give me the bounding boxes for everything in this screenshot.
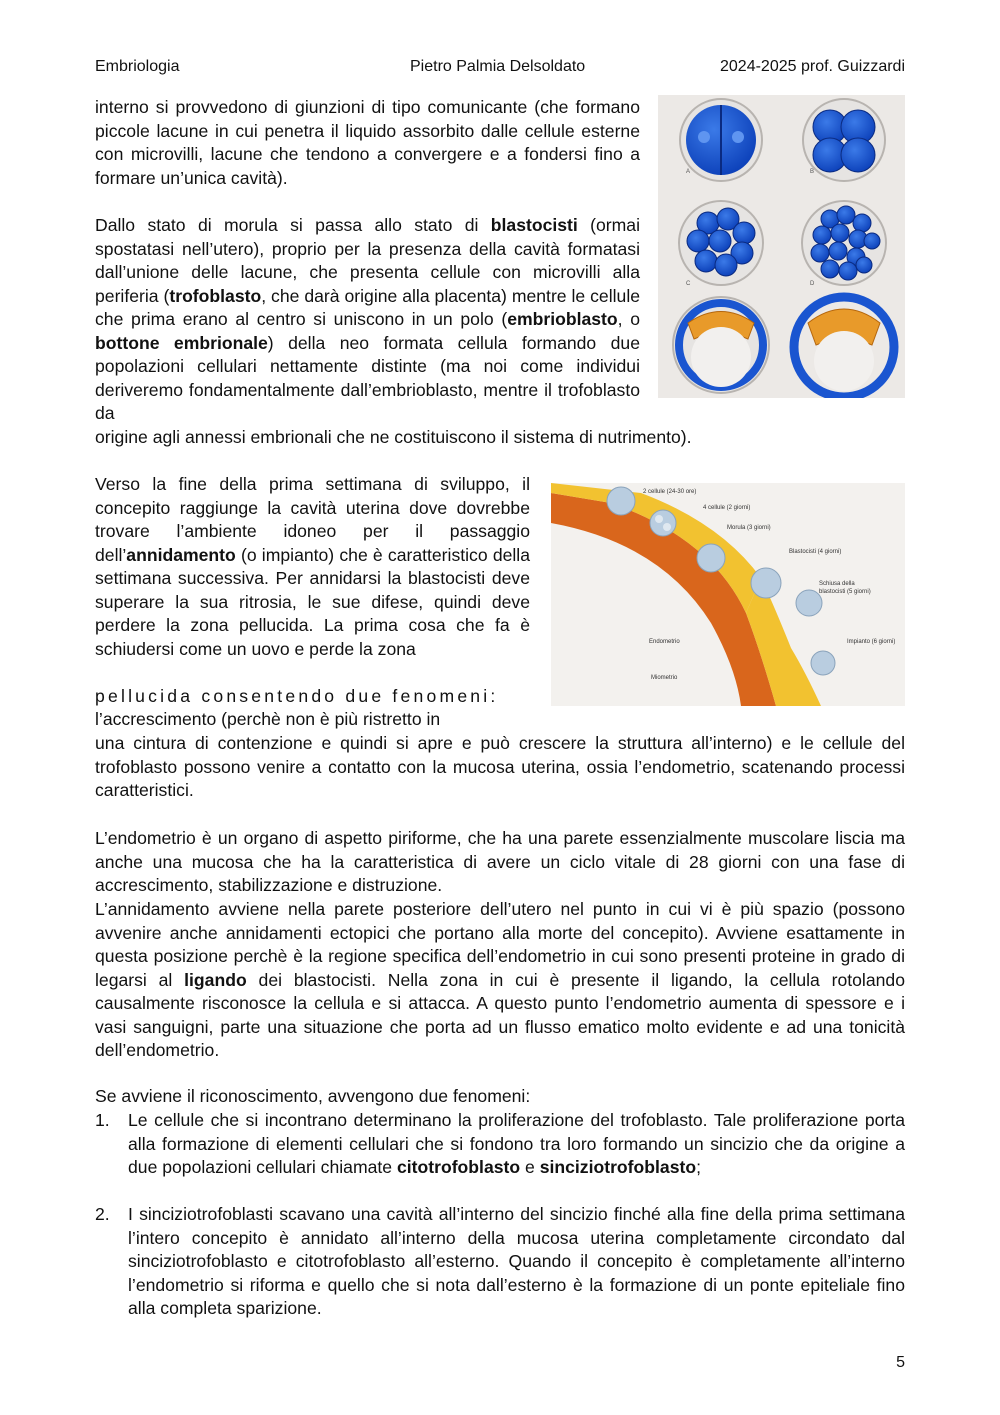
figure-label-d: D — [810, 281, 815, 287]
list-item: 2. I sinciziotrofoblasti scavano una cavità all’interno del sincizio finché alla fine della prima settimana l’intero concepito è annidato all’interno della mucosa uterina completamente circondato dal sinciziotrofoblasto e citotrofoblasto all’esterno. Quando il concepito è completamente all’interno l’endometrio si riforma e quello che si nota dall’esterno è la formazione di un ponte epiteliale fino alla completa sparizione. — [95, 1204, 905, 1318]
label-endometrio: Endometrio — [649, 639, 680, 645]
paragraph-riconoscimento: Se avviene il riconoscimento, avvengono due fenomeni: — [95, 1086, 531, 1106]
list-item: 1. Le cellule che si incontrano determinano la proliferazione del trofoblasto. Tale proliferazione porta alla formazione di elementi cellulari che si fondono tra loro formando un sincizio che da origine a due popolazioni cellulari chiamate citotrofoblasto e sinciziotrofoblasto; — [95, 1110, 905, 1177]
paragraph-annidamento-end: una cintura di contenzione e quindi si apre e può crescere la struttura all’interno) e le cellule del trofoblasto possono venire a contatto con la mucosa uterina, ossia l’endometrio, scatenando processi caratteristici. — [95, 733, 905, 800]
figure-implantation — [551, 483, 905, 706]
term-embrioblasto: embrioblasto — [507, 309, 618, 329]
list-number: 1. — [95, 1110, 110, 1130]
paragraph-annidamento-spaced: pellucida consentendo due fenomeni: — [95, 686, 499, 706]
label-4-cellule: 4 cellule (2 giorni) — [703, 505, 751, 511]
page-number: 5 — [896, 1354, 905, 1371]
header-course: Embriologia — [95, 58, 180, 75]
term-blastocisti: blastocisti — [490, 215, 578, 235]
label-schiusa-1: Schiusa della — [819, 581, 855, 587]
header-year-prof: 2024-2025 prof. Guizzardi — [720, 58, 905, 75]
label-miometrio: Miometrio — [651, 675, 678, 681]
figure-label-c: C — [686, 281, 691, 287]
label-impianto: Impianto (6 giorni) — [847, 639, 896, 645]
term-sinciziotrofoblasto: sinciziotrofoblasto — [539, 1157, 697, 1177]
label-schiusa-2: blastocisti (5 giorni) — [819, 589, 871, 595]
header-author: Pietro Palmia Delsoldato — [410, 58, 586, 75]
paragraph-annidamento-posizione: L’annidamento avviene nella parete posteriore dell’utero nel punto in cui vi è più spazio (possono avvenire anche annidamenti ectopici che portano alla morte del concepito). Avviene esattamente in questa posizione perchè è la regione specifica dell’endometrio in cui sono presenti proteine in grado di legarsi al ligando dei blastocisti. Nella zona in cui è presente il ligando, la cellula rotolando causalmente risconosce la cellula e si attacca. A questo punto l’endometrio aumenta di spessore e i vasi sanguigni, parte una situazione che porta ad un flusso ematico molto evidente e ad una tonicità dell’endometrio. — [95, 899, 905, 1060]
term-trofoblasto: trofoblasto — [169, 285, 262, 306]
term-bottone-embrionale: bottone embrionale — [95, 332, 268, 353]
label-morula: Morula (3 giorni) — [727, 525, 771, 531]
paragraph-annidamento: Verso la fine della prima settimana di sviluppo, il concepito raggiunge la cavità uterina dove dovrebbe trovare l’ambiente idoneo per il passaggio dell’annidamento (o impianto) che è caratteristico della settimana successiva. Per annidarsi la blastocisti deve superare la sua ritrosia, le sue difese, quindi deve perdere la zona pellucida. La prima cosa che fa è schiudersi come un uovo e perde la zona — [95, 474, 530, 659]
figure-label-a: A — [686, 169, 691, 175]
paragraph-giunzioni: interno si provvedono di giunzioni di tipo comunicante (che formano piccole lacune in cui penetra il liquido assorbito dalle cellule esterne con microvilli, lacune che tendono a convergere e a fondersi fino a formare un’unica cavità). — [95, 97, 640, 188]
blastocyst-stages-illustration — [658, 95, 905, 398]
term-annidamento: annidamento — [126, 544, 236, 565]
implantation-illustration — [551, 483, 905, 706]
figure-label-b: B — [810, 169, 815, 175]
figure-blastocyst-stages — [658, 95, 905, 398]
paragraph-endometrio: L’endometrio è un organo di aspetto piriforme, che ha una parete essenzialmente muscolare liscia ma anche una mucosa che ha la caratteristica di avere un ciclo vitale di 28 giorni con una fase di accrescimento, stabilizzazione e distruzione. — [95, 828, 905, 895]
term-citotrofoblasto: citotrofoblasto — [396, 1157, 521, 1177]
list-number: 2. — [95, 1204, 110, 1224]
label-2-cellule: 2 cellule (24-30 ore) — [643, 489, 697, 495]
label-blastocisti: Blastocisti (4 giorni) — [789, 549, 842, 555]
paragraph-blastocisti-end: origine agli annessi embrionali che ne costituiscono il sistema di nutrimento). — [95, 427, 692, 447]
paragraph-annidamento-line: l’accrescimento (perchè non è più ristretto in — [95, 709, 441, 729]
paragraph-blastocisti: Dallo stato di morula si passa allo stato di blastocisti (ormai spostatasi nell’utero), proprio per la presenza della cavità formatasi dall’unione delle lacune, che presenta cellule con microvilli alla periferia (trofoblasto, che darà origine alla placenta) mentre le cellule che prima erano al centro si uniscono in un polo (embrioblasto, o bottone embrionale) della neo formata cellula formando due popolazioni cellulari nettamente distinte (ma noi come individui deriveremo fondamentalmente dall’embrioblasto, mentre il trofoblasto da — [95, 215, 641, 423]
term-ligando: ligando — [184, 969, 247, 990]
